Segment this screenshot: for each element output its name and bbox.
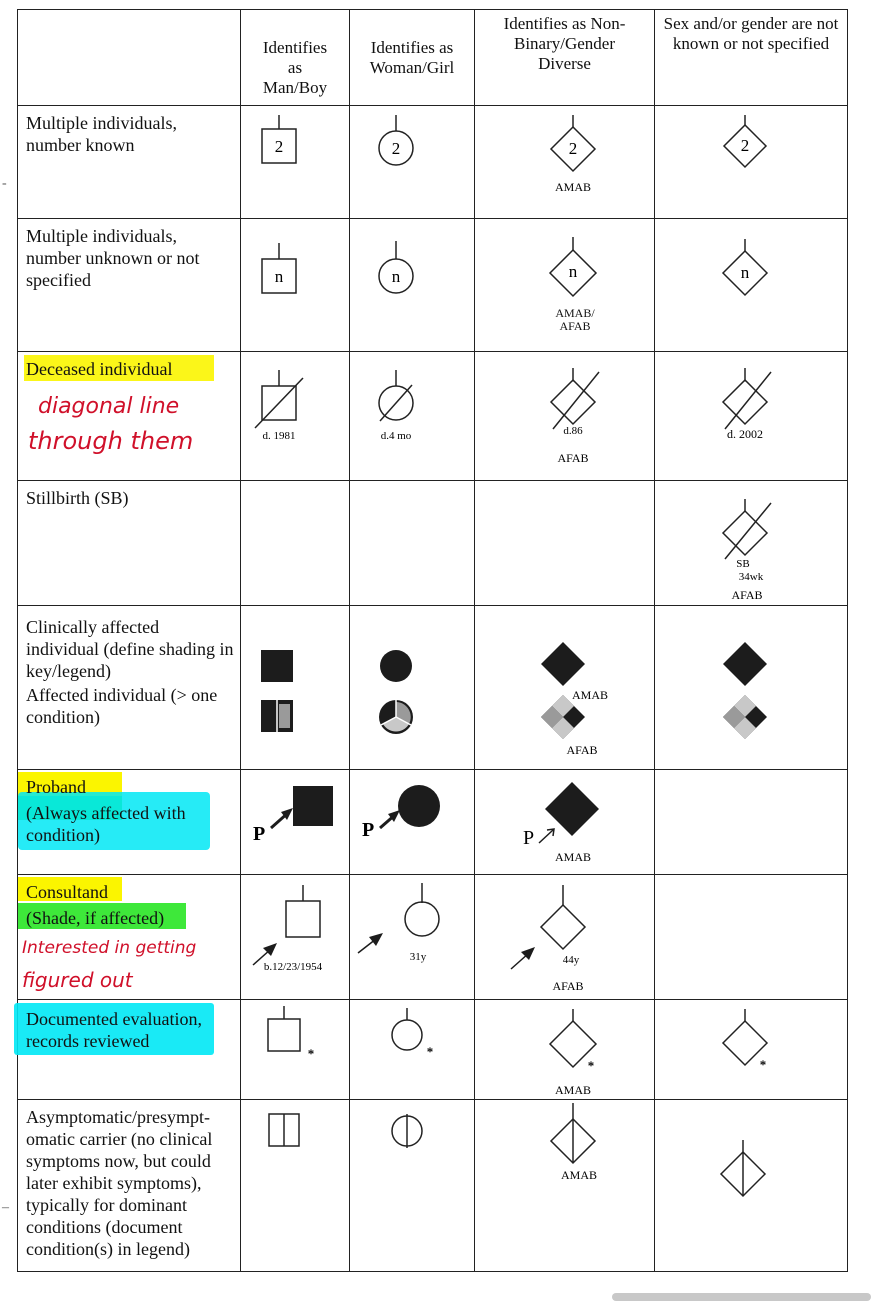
deceased-diamond-symbol <box>475 352 655 481</box>
symbol-cell-man <box>241 606 350 770</box>
multi-condition-circle <box>379 700 413 734</box>
assigned-sex-note: AFAB <box>566 743 598 757</box>
symbol-cell-nonbinary <box>475 481 655 606</box>
evaluation-asterisk: * <box>759 1057 767 1072</box>
assigned-sex-note: AFAB <box>557 451 589 465</box>
carrier-diamond-symbol <box>475 1100 655 1272</box>
age-label: 44y <box>562 954 580 966</box>
count-label: 2 <box>391 139 401 158</box>
horizontal-scrollbar[interactable] <box>612 1293 871 1301</box>
filled-circle <box>380 650 412 682</box>
carrier-square-symbol <box>241 1100 350 1272</box>
count-label: n <box>740 263 750 282</box>
symbol-cell-man <box>241 875 350 1000</box>
header-man-boy: Identifies as Man/Boy <box>241 10 350 106</box>
gestation-label: 34wk <box>738 571 764 583</box>
proband-letter: P <box>362 819 375 841</box>
symbol-cell-nonbinary <box>475 352 655 481</box>
consultand-diamond-symbol <box>475 875 655 1000</box>
handwritten-note: Interested in getting <box>22 938 197 958</box>
documented-circle-symbol <box>350 1000 475 1100</box>
symbol-cell-unknown <box>655 606 848 770</box>
symbol-cell-man <box>241 106 350 219</box>
symbol-cell-woman <box>350 219 475 352</box>
row-deceased <box>18 352 848 481</box>
stillbirth-label: SB <box>736 558 750 570</box>
filled-diamond <box>723 642 767 686</box>
row-label: Consultand (Shade, if affected) Interested in getting figured out <box>18 875 241 1000</box>
symbol-cell-nonbinary <box>475 1000 655 1100</box>
row-label: Stillbirth (SB) <box>18 481 241 606</box>
symbol-cell-unknown <box>655 481 848 606</box>
handwritten-note: figured out <box>22 968 133 992</box>
documented-diamond-symbol <box>655 1000 848 1100</box>
symbol-cell-woman <box>350 106 475 219</box>
row-carrier <box>18 1100 848 1272</box>
symbol-cell-nonbinary <box>475 1100 655 1272</box>
symbol-cell-nonbinary <box>475 606 655 770</box>
row-label: Proband (Always affected with condition) <box>18 770 241 875</box>
filled-square <box>261 650 293 682</box>
assigned-sex-note: AMAB <box>554 180 592 194</box>
birth-date: b.12/23/1954 <box>263 961 323 973</box>
symbol-cell-unknown <box>655 106 848 219</box>
circle-symbol <box>350 106 475 219</box>
symbol-cell-man <box>241 352 350 481</box>
assigned-sex-note: AMAB <box>571 688 609 702</box>
count-label: 2 <box>740 136 750 155</box>
row-stillbirth <box>18 481 848 606</box>
affected-square-symbols <box>241 606 350 770</box>
assigned-sex-note: AMAB <box>554 850 592 864</box>
affected-circle-symbols <box>350 606 475 770</box>
count-label: n <box>391 267 401 286</box>
count-label: n <box>568 262 578 281</box>
consultand-circle-symbol <box>350 875 475 1000</box>
symbol-cell-unknown <box>655 875 848 1000</box>
square-symbol <box>241 219 350 352</box>
symbol-cell-unknown <box>655 1000 848 1100</box>
circle-symbol <box>350 219 475 352</box>
header-empty <box>18 10 241 106</box>
count-label: n <box>274 267 284 286</box>
symbol-cell-woman <box>350 1100 475 1272</box>
consultand-square-symbol <box>241 875 350 1000</box>
symbol-cell-man <box>241 1000 350 1100</box>
stillbirth-diamond-symbol <box>655 481 848 606</box>
symbol-cell-woman <box>350 606 475 770</box>
header-nonbinary: Identifies as Non-Binary/Gender Diverse <box>475 10 655 106</box>
symbol-cell-nonbinary <box>475 219 655 352</box>
symbol-cell-man <box>241 481 350 606</box>
diamond-symbol <box>655 106 848 219</box>
assigned-sex-note: AFAB <box>552 979 584 993</box>
header-woman-girl: Identifies as Woman/Girl <box>350 10 475 106</box>
multi-condition-diamond <box>723 695 767 739</box>
proband-letter: P <box>253 823 266 845</box>
death-date: d. 1981 <box>262 430 296 442</box>
row-affected <box>18 606 848 770</box>
death-date: d.4 mo <box>380 430 412 442</box>
carrier-diamond-symbol <box>655 1100 848 1272</box>
documented-square-symbol <box>241 1000 350 1100</box>
symbol-cell-woman <box>350 770 475 875</box>
symbol-cell-unknown <box>655 770 848 875</box>
handwritten-note: through them <box>28 427 194 455</box>
row-documented-evaluation <box>18 1000 848 1100</box>
row-label: Asymptomatic/presympt-omatic carrier (no clinical symptoms now, but could later exhibit symptoms), typically for dominant conditions (document condition(s) in legend) <box>18 1100 241 1272</box>
symbol-cell-woman <box>350 352 475 481</box>
symbol-cell-man <box>241 1100 350 1272</box>
symbol-cell-unknown <box>655 352 848 481</box>
symbol-cell-woman <box>350 1000 475 1100</box>
handwritten-note: diagonal line <box>38 394 180 419</box>
pedigree-symbol-table <box>17 9 848 1272</box>
deceased-square-symbol <box>241 352 350 481</box>
proband-square-symbol <box>241 770 350 875</box>
row-label: Multiple individuals, number known <box>18 106 241 219</box>
proband-diamond-symbol <box>475 770 655 875</box>
affected-diamond-symbols <box>475 606 655 770</box>
symbol-cell-unknown <box>655 219 848 352</box>
count-label: 2 <box>274 137 284 156</box>
deceased-diamond-symbol <box>655 352 848 481</box>
square-symbol <box>241 106 350 219</box>
evaluation-asterisk: * <box>426 1044 434 1059</box>
age-label: 31y <box>409 951 427 963</box>
proband-letter: P <box>523 827 535 849</box>
symbol-cell-unknown <box>655 1100 848 1272</box>
margin-mark: – <box>2 1200 9 1215</box>
proband-circle-symbol <box>350 770 475 875</box>
diamond-symbol <box>655 219 848 352</box>
evaluation-asterisk: * <box>587 1058 595 1073</box>
deceased-circle-symbol <box>350 352 475 481</box>
margin-mark: - <box>2 176 7 191</box>
count-label: 2 <box>568 139 578 158</box>
carrier-circle-symbol <box>350 1100 475 1272</box>
death-date: d.86 <box>563 425 583 437</box>
symbol-cell-woman <box>350 481 475 606</box>
filled-diamond <box>541 642 585 686</box>
row-label: Documented evaluation, records reviewed <box>18 1000 241 1100</box>
diamond-symbol <box>475 219 655 352</box>
assigned-sex-note: AMAB/ AFAB <box>555 307 595 333</box>
affected-diamond-symbols <box>655 606 848 770</box>
row-multiple-known <box>18 106 848 219</box>
row-label: Clinically affected individual (define shading in key/legend) Affected individual (> one condition) <box>18 606 241 770</box>
assigned-sex-note: AFAB <box>731 588 763 602</box>
row-consultand <box>18 875 848 1000</box>
evaluation-asterisk: * <box>307 1046 315 1061</box>
row-proband <box>18 770 848 875</box>
row-multiple-unknown <box>18 219 848 352</box>
header-row <box>18 10 848 106</box>
diamond-symbol <box>475 106 655 219</box>
death-date: d. 2002 <box>727 427 763 441</box>
row-label: Multiple individuals, number unknown or not specified <box>18 219 241 352</box>
symbol-cell-woman <box>350 875 475 1000</box>
row-label: Deceased individual diagonal line through them <box>18 352 241 481</box>
assigned-sex-note: AMAB <box>560 1168 598 1182</box>
symbol-cell-nonbinary <box>475 106 655 219</box>
symbol-cell-nonbinary <box>475 875 655 1000</box>
symbol-cell-nonbinary <box>475 770 655 875</box>
symbol-cell-man <box>241 770 350 875</box>
header-unknown: Sex and/or gender are not known or not specified <box>655 10 848 106</box>
assigned-sex-note: AMAB <box>554 1083 592 1097</box>
symbol-cell-man <box>241 219 350 352</box>
documented-diamond-symbol <box>475 1000 655 1100</box>
